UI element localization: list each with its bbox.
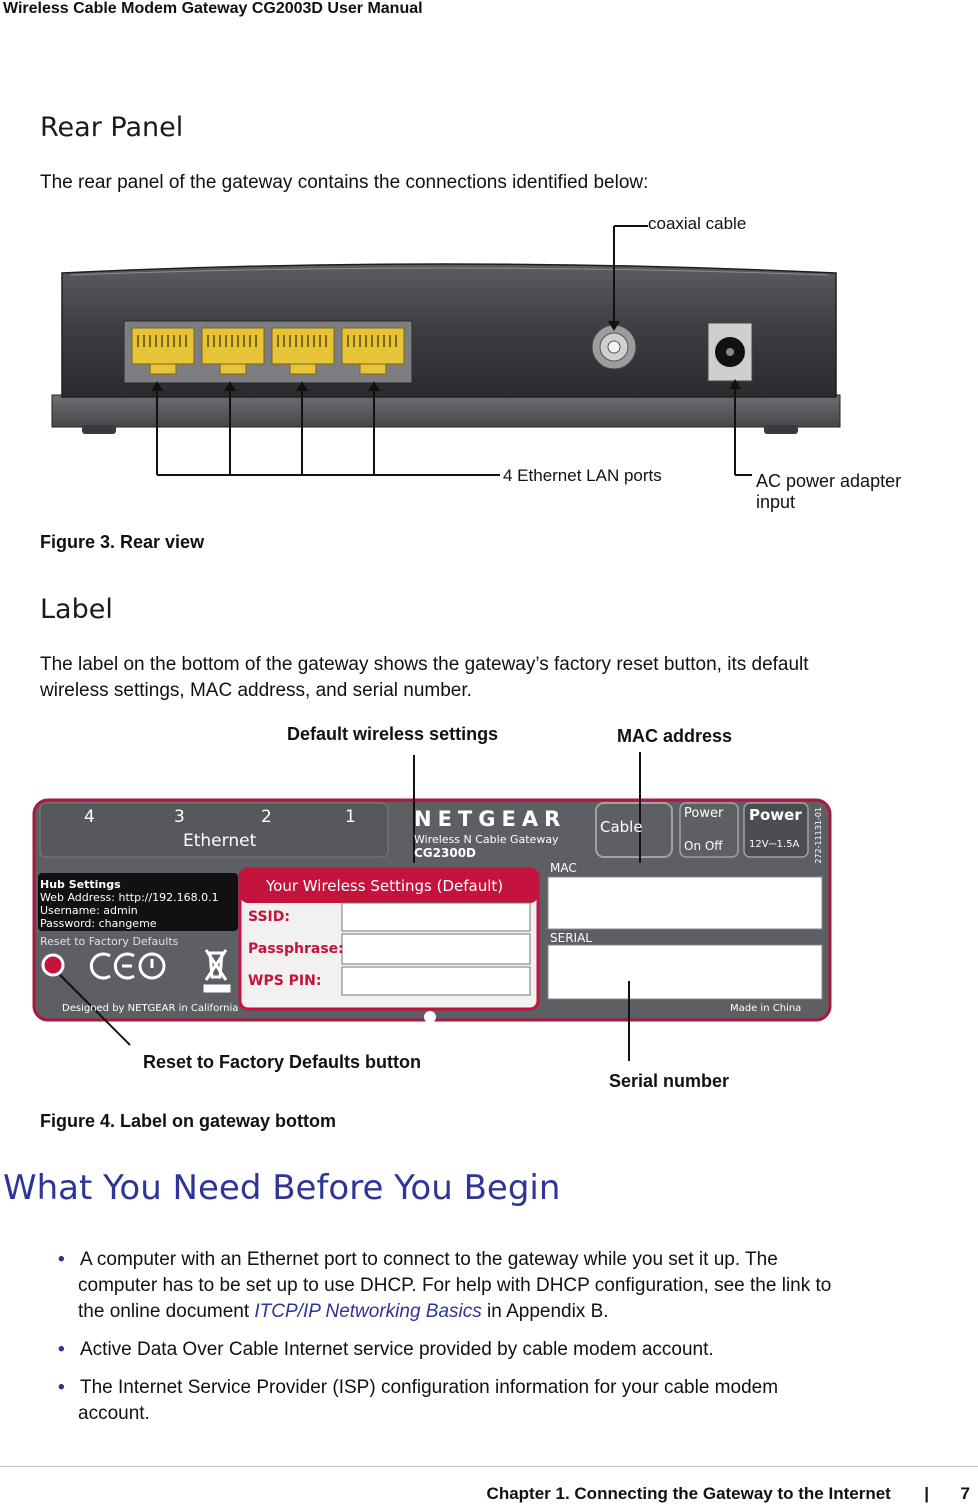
sticker-brand-logo: NETGEAR xyxy=(414,807,567,831)
sticker-password: Password: changeme xyxy=(40,917,157,930)
sticker-ssid-label: SSID: xyxy=(248,909,290,925)
sticker-on-off: On Off xyxy=(684,839,723,853)
sticker-designed-by: Designed by NETGEAR in California xyxy=(62,1003,239,1014)
bullet-1-line-3-text: the online document xyxy=(78,1301,255,1322)
sticker-product-name: Wireless N Cable Gateway xyxy=(414,833,559,846)
label-intro-line-1: The label on the bottom of the gateway shows the gateway’s factory reset button, its default xyxy=(40,654,809,675)
bullet-2-text: Active Data Over Cable Internet service provided by cable modem account. xyxy=(80,1339,714,1360)
sticker-power-label: Power xyxy=(749,806,802,824)
figure-3-caption: Figure 3. Rear view xyxy=(40,532,205,552)
sticker-cable-label: Cable xyxy=(600,818,643,836)
bullet-1-marker: • xyxy=(58,1249,65,1270)
sticker-made-in: Made in China xyxy=(730,1003,802,1014)
tcp-ip-basics-link[interactable]: ITCP/IP Networking Basics xyxy=(254,1301,482,1322)
label-intro-line-2: wireless settings, MAC address, and serial number. xyxy=(40,680,472,701)
rear-panel-intro: The rear panel of the gateway contains the connections identified below: xyxy=(40,172,649,193)
footer-rule xyxy=(0,1466,978,1467)
sticker-reset-label: Reset to Factory Defaults xyxy=(40,935,179,948)
callout-serial-number: Serial number xyxy=(609,1071,730,1091)
what-you-need-heading: What You Need Before You Begin xyxy=(3,1168,561,1208)
coax-connector xyxy=(592,325,636,369)
sticker-wps-pin-label: WPS PIN: xyxy=(248,973,322,989)
bullet-3-line-1: The Internet Service Provider (ISP) configuration information for your cable modem xyxy=(80,1377,779,1398)
sticker-model: CG2300D xyxy=(414,846,477,860)
callout-default-wireless-settings: Default wireless settings xyxy=(287,724,499,744)
sticker-power-rating: 12V⎓1.5A xyxy=(749,839,800,850)
bullet-1-line-1: A computer with an Ethernet port to connect to the gateway while you set it up. The xyxy=(80,1249,778,1270)
sticker-port-3: 3 xyxy=(174,807,185,827)
callout-reset-button: Reset to Factory Defaults button xyxy=(143,1052,422,1072)
footer-page-number: 7 xyxy=(960,1484,970,1503)
figure-4-caption: Figure 4. Label on gateway bottom xyxy=(40,1111,337,1131)
page-footer xyxy=(487,1484,970,1504)
bullet-2-marker: • xyxy=(58,1339,65,1360)
callout-coaxial-cable: coaxial cable xyxy=(648,214,747,233)
label-heading: Label xyxy=(40,594,113,625)
callout-power-adapter: AC power adapter xyxy=(756,471,902,491)
sticker-passphrase-label: Passphrase: xyxy=(248,941,344,957)
bullet-3-marker: • xyxy=(58,1377,65,1398)
sticker-part-number: 272-11131-01 xyxy=(814,807,823,864)
sticker-hub-settings-title: Hub Settings xyxy=(40,878,121,891)
sticker-ethernet-label: Ethernet xyxy=(183,831,257,851)
sticker-power-switch-label: Power xyxy=(684,806,724,821)
footer-chapter: Chapter 1. Connecting the Gateway to the Internet xyxy=(486,1484,891,1503)
label-figure xyxy=(0,745,978,1085)
sticker-serial-label: SERIAL xyxy=(550,931,592,945)
footer-separator: | xyxy=(924,1484,930,1503)
bullet-1-line-2: computer has to be set up to use DHCP. For help with DHCP configuration, see the link to xyxy=(78,1275,832,1296)
sticker-port-2: 2 xyxy=(261,807,272,827)
sticker-port-4: 4 xyxy=(84,807,95,827)
sticker-wireless-settings-title: Your Wireless Settings (Default) xyxy=(266,877,504,895)
bullet-3-line-2: account. xyxy=(78,1403,150,1424)
power-jack xyxy=(708,323,752,381)
sticker-mac-label: MAC xyxy=(550,861,577,875)
rear-panel-heading: Rear Panel xyxy=(40,112,184,143)
running-header: Wireless Cable Modem Gateway CG2003D User Manual xyxy=(3,0,423,17)
sticker-username: Username: admin xyxy=(40,904,138,917)
bullet-1-line-3-suffix: in Appendix B. xyxy=(481,1301,609,1322)
callout-mac-address: MAC address xyxy=(617,726,733,746)
callout-power-adapter-input: input xyxy=(756,492,796,512)
bullet-1-line-3 xyxy=(78,1299,609,1325)
sticker-web-address: Web Address: http://192.168.0.1 xyxy=(40,891,219,904)
sticker-port-1: 1 xyxy=(345,807,356,827)
callout-ethernet-lan-ports: 4 Ethernet LAN ports xyxy=(503,466,662,485)
